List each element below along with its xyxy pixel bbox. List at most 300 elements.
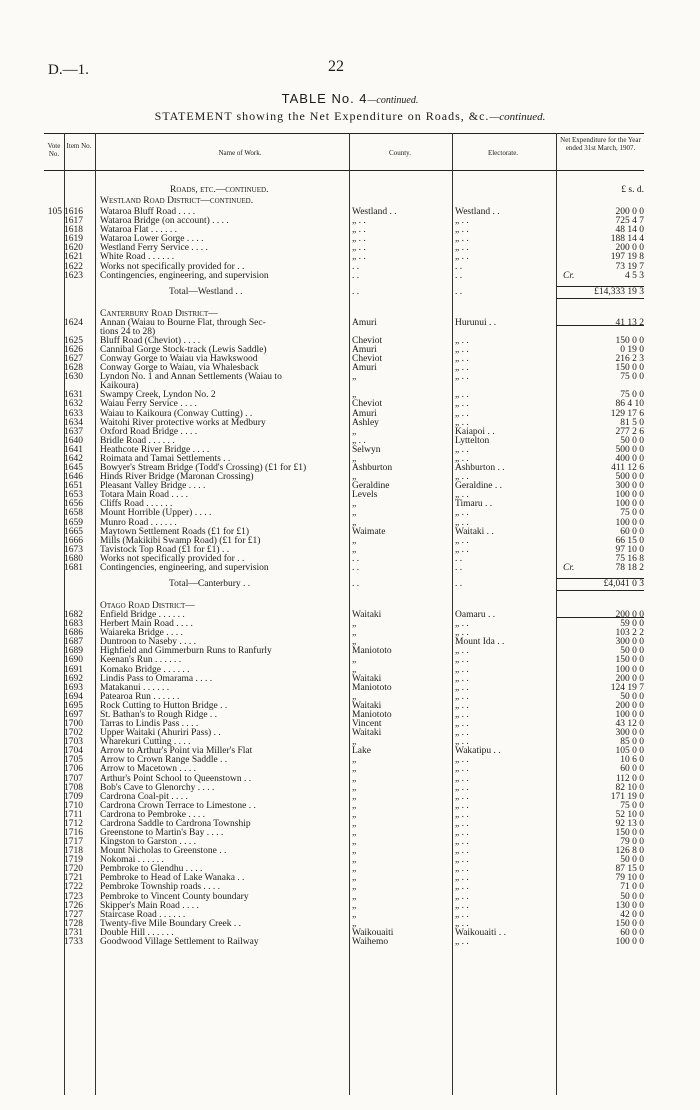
item-number: 1659 (64, 517, 83, 528)
electorate-name: „ . . (455, 408, 469, 419)
work-name: Bob's Cave to Glenorchy . . . . (100, 782, 215, 793)
county-name: „ (352, 637, 357, 648)
electorate-name: „ . . (455, 535, 469, 546)
westland-total-label: Total—Westland . . (169, 286, 243, 297)
otago-row-36 (44, 937, 644, 948)
county-name: Maniototo (352, 646, 392, 657)
amount: 150 0 0 (615, 335, 644, 346)
amount: 100 0 0 (615, 499, 644, 510)
amount: 92 13 0 (615, 818, 644, 829)
electorate-name: Kaiapoi . . (455, 426, 495, 437)
amount: 75 0 0 (620, 372, 644, 383)
electorate-name: „ . . (455, 628, 469, 639)
electorate-name: „ . . (455, 728, 469, 739)
work-name: Hinds River Bridge (Maronan Crossing) (100, 472, 254, 483)
amount: 124 19 7 (610, 682, 644, 693)
electorate-name: „ . . (455, 828, 469, 838)
work-name: Pleasant Valley Bridge . . . . (100, 481, 206, 492)
amount: 10 6 0 (620, 755, 644, 766)
electorate-name: „ . . (455, 773, 469, 784)
county-name: Westland . . (352, 207, 397, 217)
item-number: 1686 (64, 628, 83, 639)
item-number: 1718 (64, 846, 83, 857)
item-number: 1658 (64, 508, 83, 519)
amount: 188 14 4 (610, 234, 644, 245)
county-name: . . (352, 562, 360, 573)
work-name: Pembroke to Head of Lake Wanaka . . (100, 873, 245, 884)
amount: 75 0 0 (620, 800, 644, 811)
work-name: Goodwood Village Settlement to Railway (100, 936, 259, 947)
electorate-name: Hurunui . . (455, 317, 497, 328)
work-name: Wataroa Lower Gorge . . . . (100, 234, 204, 245)
item-number: 1642 (64, 453, 83, 464)
county-name: „ (352, 535, 357, 546)
county-name: Amuri (352, 345, 377, 355)
county-name: Geraldine (352, 481, 390, 492)
work-name: Tarras to Lindis Pass . . . . (100, 719, 199, 729)
amount: 50 0 0 (620, 691, 644, 702)
work-name: Wharekuri Cutting . . . . (100, 737, 191, 748)
amount: 75 0 0 (620, 390, 644, 401)
amount: 200 0 0 (615, 610, 644, 620)
work-name: Enfield Bridge . . . . . . (100, 610, 185, 620)
electorate-name: „ . . (455, 619, 469, 630)
item-number: 1673 (64, 544, 83, 555)
county-name: „ (352, 628, 357, 639)
electorate-name: Geraldine . . (455, 481, 502, 492)
electorate-name: Westland . . (455, 207, 500, 217)
electorate-name: „ . . (455, 936, 469, 947)
work-name: Wataroa Bluff Road . . . . (100, 207, 196, 217)
work-name: Waiau Ferry Service . . . . (100, 399, 197, 410)
canterbury-total-bottom-rule (557, 590, 644, 591)
electorate-name: „ . . (455, 544, 469, 555)
amount: 59 0 0 (620, 619, 644, 630)
col-item: Item No. (66, 142, 92, 150)
county-name: . . (352, 553, 360, 564)
item-number: 1641 (64, 444, 83, 455)
amount: 100 0 0 (615, 490, 644, 501)
electorate-name: „ . . (455, 755, 469, 766)
electorate-name: „ . . (455, 490, 469, 501)
county-name: Vincent (352, 719, 382, 729)
item-number: 1694 (64, 691, 83, 702)
work-name: Oxford Road Bridge . . . . (100, 426, 198, 437)
item-number: 1705 (64, 755, 83, 766)
amount: 60 0 0 (620, 764, 644, 775)
westland-total-electorate: . . (455, 286, 463, 297)
county-name: . . (352, 261, 360, 272)
item-number: 1731 (64, 927, 83, 938)
item-number: 1703 (64, 737, 83, 748)
work-name: Annan (Waiau to Bourne Flat, through Sec- (100, 317, 266, 328)
work-name: Cannibal Gorge Stock-track (Lewis Saddle) (100, 345, 267, 355)
amount: 400 0 0 (615, 453, 644, 464)
work-name: Conway Gorge to Waiau via Hawkswood (100, 354, 258, 364)
electorate-name: „ . . (455, 809, 469, 820)
electorate-name: Waitaki . . (455, 526, 494, 537)
work-name: Rock Cutting to Hutton Bridge . . (100, 700, 228, 711)
electorate-name: „ . . (455, 873, 469, 884)
amount: 126 8 0 (615, 846, 644, 857)
electorate-name: „ . . (455, 390, 469, 401)
electorate-name: „ . . (455, 399, 469, 410)
work-name: Works not specifically provided for . . (100, 261, 245, 272)
county-name: Waimate (352, 526, 386, 537)
work-name: Maytown Settlement Roads (£1 for £1) (100, 526, 250, 537)
work-name: Pembroke to Vincent County boundary (100, 891, 249, 902)
item-number: 1727 (64, 909, 83, 920)
work-name: Upper Waitaki (Ahuriri Pass) . . (100, 728, 221, 739)
work-name: Arrow to Crown Range Saddle . . (100, 755, 228, 766)
amount: 200 0 0 (615, 700, 644, 711)
item-number: 1728 (64, 918, 83, 929)
item-number: 1726 (64, 900, 83, 911)
amount: 75 0 0 (620, 508, 644, 519)
county-name: „ (352, 882, 357, 893)
county-name: Amuri (352, 363, 377, 374)
county-name: Selwyn (352, 444, 381, 455)
county-name: „ (352, 453, 357, 464)
county-name: „ (352, 846, 357, 857)
westland-total-rule (557, 325, 644, 326)
amount: 42 0 0 (620, 909, 644, 920)
electorate-name: „ . . (455, 345, 469, 355)
electorate-name: „ . . (455, 472, 469, 483)
header-bottom-rule (44, 170, 644, 171)
county-name: „ (352, 764, 357, 775)
work-name: Arrow to Macetown . . . . (100, 764, 197, 775)
item-number: 1622 (64, 261, 83, 272)
work-name: Waiau to Kaikoura (Conway Cutting) . . (100, 408, 253, 419)
amount: 200 0 0 (615, 207, 644, 217)
work-name: Mount Nicholas to Greenstone . . (100, 846, 227, 857)
work-name: Lindis Pass to Omarama . . . . (100, 673, 213, 684)
county-name: Amuri (352, 317, 377, 328)
work-name: Cliffs Road . . . . . . (100, 499, 173, 510)
amount: 73 19 7 (615, 261, 644, 272)
work-name: Waiareka Bridge . . . . (100, 628, 183, 639)
county-name: Waitaki (352, 610, 382, 620)
item-number: 1634 (64, 417, 83, 428)
amount: 81 5 0 (620, 417, 644, 428)
work-name: Contingencies, engineering, and supervision (100, 270, 269, 281)
county-name: „ (352, 864, 357, 875)
work-name: Twenty-five Mile Boundary Creek . . (100, 918, 242, 929)
amount: 87 15 0 (615, 864, 644, 875)
item-number: 1616 (64, 207, 83, 217)
amount: 60 0 0 (620, 927, 644, 938)
col-county: County. (389, 149, 411, 157)
electorate-name: „ . . (455, 646, 469, 657)
amount: 150 0 0 (615, 918, 644, 929)
electorate-name: „ . . (455, 818, 469, 829)
work-name: Greenstone to Martin's Bay . . . . (100, 828, 224, 838)
item-number: 1717 (64, 837, 83, 847)
work-name: Pembroke Township roads . . . . (100, 882, 221, 893)
electorate-name: „ . . (455, 417, 469, 428)
electorate-name: „ . . (455, 673, 469, 684)
county-name: Maniototo (352, 682, 392, 693)
item-number: 1680 (64, 553, 83, 564)
item-number: 1645 (64, 463, 83, 473)
item-number: 1720 (64, 864, 83, 875)
otago-heading: Otago Road District— (100, 601, 195, 611)
county-name: „ (352, 837, 357, 847)
amount: 150 0 0 (615, 363, 644, 374)
work-name: Cardrona to Pembroke . . . . (100, 809, 206, 820)
county-name: „ (352, 691, 357, 702)
table-title (0, 91, 700, 106)
canterbury-total-label: Total—Canterbury . . (169, 579, 251, 589)
amount: 86 4 10 (615, 399, 644, 410)
westland-total-amount: £14,333 19 3 (594, 286, 644, 297)
work-name: Cardrona Saddle to Cardrona Township (100, 818, 251, 829)
amount: 0 19 0 (620, 345, 644, 355)
westland-row-7 (44, 271, 644, 282)
county-name: „ (352, 918, 357, 929)
electorate-name: „ . . (455, 234, 469, 245)
amount: 300 0 0 (615, 637, 644, 648)
item-number: 1687 (64, 637, 83, 648)
electorate-name: „ . . (455, 846, 469, 857)
item-number: 1623 (64, 270, 83, 281)
item-number: 1719 (64, 855, 83, 866)
county-name: „ (352, 508, 357, 519)
item-number: 1631 (64, 390, 83, 401)
item-number: 1617 (64, 216, 83, 227)
county-name: „ (352, 426, 357, 437)
item-number: 1733 (64, 936, 83, 947)
amount: 105 0 0 (615, 746, 644, 757)
item-number: 1690 (64, 655, 83, 666)
electorate-name: „ . . (455, 791, 469, 802)
amount: 129 17 6 (610, 408, 644, 419)
amount: 277 2 6 (615, 426, 644, 437)
work-name: Swampy Creek, Lyndon No. 2 (100, 390, 216, 401)
electorate-name: „ . . (455, 243, 469, 254)
item-number: 1625 (64, 335, 83, 346)
electorate-name: „ . . (455, 216, 469, 227)
item-number: 1640 (64, 435, 83, 446)
county-name: „ (352, 472, 357, 483)
electorate-name: „ . . (455, 682, 469, 693)
work-name: Wataroa Bridge (on account) . . . . (100, 216, 229, 227)
page-header-left: D.—1. (48, 62, 89, 78)
item-number: 1651 (64, 481, 83, 492)
work-name: Patearoa Run . . . . . . (100, 691, 180, 702)
work-name: Cardrona Coal-pit . . . . (100, 791, 188, 802)
statement-heading (0, 109, 700, 124)
county-name: „ (352, 390, 357, 401)
amount: 50 0 0 (620, 646, 644, 657)
work-name: Bowyer's Stream Bridge (Todd's Crossing) (£1 for £1) (100, 463, 307, 473)
county-name: „ . . (352, 216, 366, 227)
electorate-name: Oamaru . . (455, 610, 496, 620)
electorate-name: „ . . (455, 737, 469, 748)
item-number: 1632 (64, 399, 83, 410)
electorate-name: . . (455, 562, 463, 573)
work-name: Herbert Main Road . . . . (100, 619, 193, 630)
item-number: 1692 (64, 673, 83, 684)
county-name: Waihemo (352, 936, 389, 947)
work-name: Lyndon No. 1 and Annan Settlements (Waiau to (100, 372, 282, 383)
work-name: Heathcote River Bridge . . . . (100, 444, 210, 455)
county-name: „ (352, 544, 357, 555)
item-number: 1706 (64, 764, 83, 775)
statement-main: STATEMENT showing the Net Expenditure on Roads, &c. (154, 109, 490, 123)
electorate-name: „ . . (455, 837, 469, 847)
item-number: 1620 (64, 243, 83, 254)
canterbury-total-rule (557, 617, 644, 618)
electorate-name: „ . . (455, 252, 469, 263)
amount: 50 0 0 (620, 891, 644, 902)
amount: 41 13 2 (615, 317, 644, 328)
county-name: „ (352, 809, 357, 820)
amount: 60 0 0 (620, 526, 644, 537)
amount: 130 0 0 (615, 900, 644, 911)
county-name: „ (352, 499, 357, 510)
electorate-name: „ . . (455, 709, 469, 720)
work-name: Cardrona Crown Terrace to Limestone . . (100, 800, 256, 811)
amount: 79 0 0 (620, 837, 644, 847)
electorate-name: „ . . (455, 517, 469, 528)
work-name: Mills (Makikibi Swamp Road) (£1 for £1) (100, 535, 261, 546)
county-name: „ (352, 755, 357, 766)
county-name: „ (352, 372, 357, 383)
amount: 4 5 3 (625, 270, 644, 281)
amount: 100 0 0 (615, 936, 644, 947)
county-name: Ashburton (352, 463, 393, 473)
amount: 150 0 0 (615, 655, 644, 666)
amount: 103 2 2 (615, 628, 644, 639)
county-name: „ (352, 655, 357, 666)
item-number: 1653 (64, 490, 83, 501)
county-name: „ (352, 909, 357, 920)
col-vote: Vote No. (47, 142, 61, 158)
amount: 300 0 0 (615, 728, 644, 739)
item-number: 1627 (64, 354, 83, 364)
electorate-name: Waikouaiti . . (455, 927, 506, 938)
work-name: Wataroa Flat . . . . . . (100, 225, 178, 236)
county-name: Maniototo (352, 709, 392, 720)
item-number: 1702 (64, 728, 83, 739)
amount: 200 0 0 (615, 243, 644, 254)
county-name: „ (352, 891, 357, 902)
amount: 100 0 0 (615, 517, 644, 528)
county-name: Waikouaiti (352, 927, 394, 938)
work-name: Keenan's Run . . . . . . (100, 655, 182, 666)
item-number: 1628 (64, 363, 83, 374)
county-name: „ (352, 855, 357, 866)
item-number: 1682 (64, 610, 83, 620)
county-name: „ (352, 900, 357, 911)
canterbury-total-amount: £4,041 0 3 (603, 579, 644, 589)
amount: 52 10 0 (615, 809, 644, 820)
amount: 78 18 2 (615, 562, 644, 573)
work-name: Staircase Road . . . . . . (100, 909, 186, 920)
amount: 300 0 0 (615, 481, 644, 492)
electorate-name: „ . . (455, 782, 469, 793)
amount: 66 15 0 (615, 535, 644, 546)
amount: 171 19 0 (610, 791, 644, 802)
electorate-name: „ . . (455, 453, 469, 464)
work-name: Conway Gorge to Waiau, via Whalesback (100, 363, 259, 374)
amount: 112 0 0 (615, 773, 644, 784)
electorate-name: „ . . (455, 664, 469, 675)
work-name: Double Hill . . . . . . (100, 927, 174, 938)
amount: 71 0 0 (620, 882, 644, 893)
item-number: 1722 (64, 882, 83, 893)
county-name: . . (352, 270, 360, 281)
table-title-suffix: —continued. (367, 95, 419, 106)
canterbury-total-underline (557, 578, 644, 579)
electorate-name: . . (455, 553, 463, 564)
item-number: 1716 (64, 828, 83, 838)
work-name: White Road . . . . . . (100, 252, 175, 263)
electorate-name: „ . . (455, 719, 469, 729)
work-name: Munro Road . . . . . . (100, 517, 177, 528)
item-number: 1683 (64, 619, 83, 630)
work-name: Works not specifically provided for . . (100, 553, 245, 564)
amount: 725 4 7 (615, 216, 644, 227)
electorate-name: . . (455, 270, 463, 281)
amount: 200 0 0 (615, 673, 644, 684)
roads-heading: Roads, etc.—continued. (170, 185, 269, 195)
item-number: 1704 (64, 746, 83, 757)
item-number: 1665 (64, 526, 83, 537)
amount: 82 10 0 (615, 782, 644, 793)
col-electorate: Electorate. (487, 149, 519, 157)
county-name: „ (352, 737, 357, 748)
statement-suffix: —continued. (489, 111, 546, 123)
item-number: 1656 (64, 499, 83, 510)
item-number: 1712 (64, 818, 83, 829)
electorate-name: „ . . (455, 800, 469, 811)
top-rule (44, 133, 644, 134)
county-name: „ (352, 800, 357, 811)
work-name: Kingston to Garston . . . . (100, 837, 197, 847)
amount: 79 10 0 (615, 873, 644, 884)
amount: 500 0 0 (615, 472, 644, 483)
county-name: „ (352, 773, 357, 784)
item-number: 1708 (64, 782, 83, 793)
electorate-name: „ . . (455, 363, 469, 374)
amount: 97 10 0 (615, 544, 644, 555)
electorate-name: „ . . (455, 372, 469, 383)
county-name: „ (352, 664, 357, 675)
county-name: „ (352, 619, 357, 630)
amount: 85 0 0 (620, 737, 644, 748)
county-name: Cheviot (352, 335, 383, 346)
work-name: Mount Horrible (Upper) . . . . (100, 508, 212, 519)
electorate-name: „ . . (455, 864, 469, 875)
col-net: Net Expenditure for the Year ended 31st March, 1907. (560, 136, 641, 152)
work-name: St. Bathan's to Rough Ridge . . (100, 709, 218, 720)
county-name: „ . . (352, 225, 366, 236)
county-name: „ . . (352, 435, 366, 446)
item-number: 1700 (64, 719, 83, 729)
electorate-name: „ . . (455, 891, 469, 902)
work-name: Kaikoura) (100, 381, 139, 392)
work-name: Nokomai . . . . . . (100, 855, 164, 866)
electorate-name: Lyttelton (455, 435, 490, 446)
county-name: Waitaki (352, 673, 382, 684)
item-number: 1707 (64, 773, 83, 784)
item-number: 1695 (64, 700, 83, 711)
county-name: „ (352, 818, 357, 829)
table-title-main: TABLE No. 4 (281, 91, 368, 106)
